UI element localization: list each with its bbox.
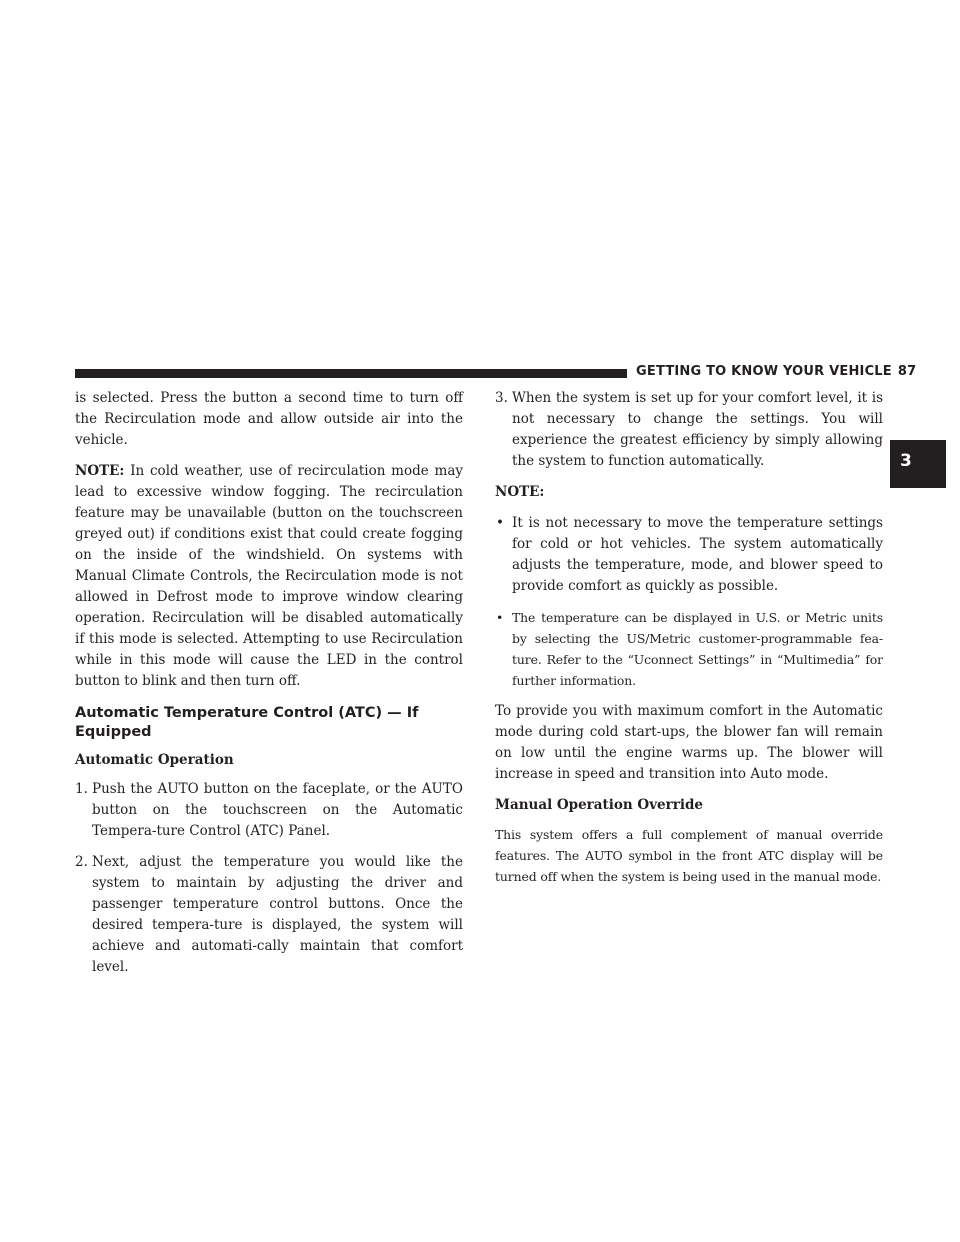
note-paragraph	[75, 461, 463, 692]
subheading-automatic-operation: Automatic Operation	[75, 752, 234, 768]
bullet-item	[495, 607, 883, 691]
step-text: Next, adjust the temperature you would like the system to maintain by adjusting the driver and passenger temperature control buttons. Once the desired tempera-ture is displayed, the system will achieve and automati-cally maintain that comfort level.	[92, 854, 463, 975]
chapter-tab: 3	[890, 440, 946, 488]
bullet-item	[495, 513, 883, 597]
bullet-text: The temperature can be displayed in U.S. or Metric units by selecting the US/Metric customer-programmable fea-ture. Refer to the “Uconnect Settings” in “Multimedia” for further information.	[512, 610, 883, 688]
override-paragraph: This system offers a full complement of manual override features. The AUTO symbol in the front ATC display will be turned off when the system is being used in the manual mode.	[495, 827, 883, 884]
step-number: 3.	[495, 390, 508, 406]
step-item	[75, 852, 463, 978]
step-item	[75, 779, 463, 842]
running-header	[636, 364, 916, 379]
bullet-icon: •	[496, 610, 504, 625]
note-label: NOTE:	[75, 463, 125, 479]
step-text: When the system is set up for your comfort level, it is not necessary to change the settings. You will experience the greatest efficiency by simply allowing the system to function automatically.	[512, 390, 883, 469]
note-label: NOTE:	[495, 484, 545, 500]
step-number: 1.	[75, 781, 88, 797]
header-rule	[75, 369, 627, 378]
section-title: GETTING TO KNOW YOUR VEHICLE	[636, 364, 892, 379]
step-number: 2.	[75, 854, 88, 870]
subheading-manual-override: Manual Operation Override	[495, 797, 704, 813]
section-heading: Automatic Temperature Control (ATC) — If Equipped	[75, 705, 419, 740]
left-column	[75, 388, 463, 988]
step-item	[495, 388, 883, 472]
right-column	[495, 388, 883, 897]
comfort-paragraph: To provide you with maximum comfort in the Automatic mode during cold start-ups, the blower fan will remain on low until the engine warms up. The blower will increase in speed and transition into Auto mode.	[495, 703, 883, 782]
bullet-text: It is not necessary to move the temperature settings for cold or hot vehicles. The system automatically adjusts the temperature, mode, and blower speed to provide comfort as quickly as possible.	[512, 515, 883, 594]
step-text: Push the AUTO button on the faceplate, or the AUTO button on the touchscreen on the Automatic Tempera-ture Control (ATC) Panel.	[92, 781, 463, 839]
bullet-icon: •	[496, 515, 504, 531]
page-number: 87	[897, 364, 917, 379]
continued-paragraph: is selected. Press the button a second time to turn off the Recirculation mode and allow outside air into the vehicle.	[75, 390, 463, 448]
note-text: In cold weather, use of recirculation mode may lead to excessive window fogging. The recirculation feature may be unavailable (button on the touchscreen greyed out) if conditions exist that could create fogging on the inside of the windshield. On systems with Manual Climate Controls, the Recirculation mode is not allowed in Defrost mode to improve window clearing operation. Recirculation will be disabled automatically if this mode is selected. Attempting to use Recirculation while in this mode will cause the LED in the control button to blink and then turn off.	[75, 463, 463, 689]
